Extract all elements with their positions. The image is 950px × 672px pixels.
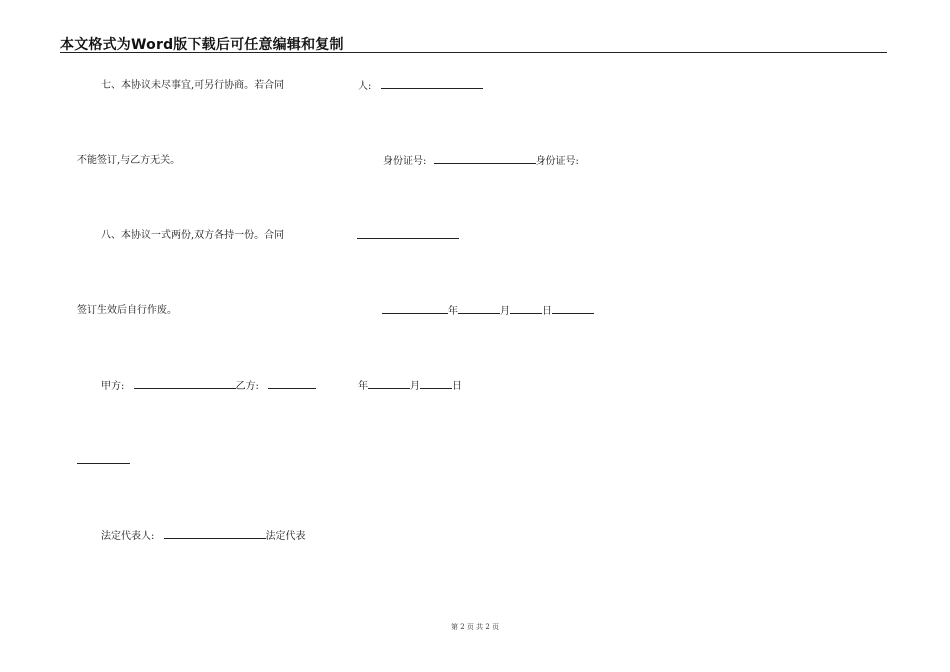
party-signature-row — [101, 379, 316, 394]
legal-rep-label-partial: 法定代表 — [265, 531, 306, 542]
header-divider — [60, 52, 887, 53]
id-number-label-1: 身份证号: — [383, 156, 427, 167]
legal-rep-row — [101, 529, 306, 544]
date-day-label: 日 — [542, 306, 552, 317]
date-month-blank[interactable] — [458, 304, 500, 314]
party-a-blank[interactable] — [134, 379, 236, 389]
clause-8-line-2: 签订生效后自行作废。 — [77, 305, 177, 316]
right-person-label: 人: — [358, 81, 372, 92]
party-a-label: 甲方: — [101, 381, 125, 392]
signature-blank-row — [357, 229, 459, 244]
date-year-blank[interactable] — [382, 304, 448, 314]
id-number-label-2: 身份证号: — [535, 156, 579, 167]
id-number-blank-1[interactable] — [434, 154, 536, 164]
date-month-blank-2[interactable] — [368, 379, 410, 389]
continued-blank[interactable] — [77, 454, 130, 464]
date-row-left — [358, 379, 462, 394]
clause-7-line-1: 七、本协议未尽事宜,可另行协商。若合同 — [101, 80, 285, 91]
date-year-label: 年 — [448, 306, 458, 317]
clause-7-line-2: 不能签订,与乙方无关。 — [77, 155, 181, 166]
party-b-label: 乙方: — [235, 381, 259, 392]
date-day-label-2: 日 — [452, 381, 462, 392]
party-b-blank[interactable] — [268, 379, 316, 389]
date-day-blank[interactable] — [510, 304, 542, 314]
date-day-blank-2[interactable] — [420, 379, 452, 389]
date-row-right — [382, 304, 594, 319]
continued-blank-row — [77, 454, 130, 469]
right-person-row — [358, 79, 483, 94]
date-month-label-2: 月 — [410, 381, 420, 392]
clause-8-line-1: 八、本协议一式两份,双方各持一份。合同 — [101, 230, 285, 241]
document-header-title: 本文格式为Word版下载后可任意编辑和复制 — [60, 37, 344, 53]
signature-blank[interactable] — [357, 229, 459, 239]
legal-rep-blank[interactable] — [164, 529, 266, 539]
page-number-footer: 第 2 页 共 2 页 — [450, 623, 500, 631]
date-month-label: 月 — [500, 306, 510, 317]
legal-rep-label: 法定代表人: — [101, 531, 155, 542]
right-person-blank[interactable] — [381, 79, 483, 89]
date-year-label-2: 年 — [358, 381, 368, 392]
id-number-row — [383, 154, 579, 169]
date-trailing-blank[interactable] — [552, 304, 594, 314]
